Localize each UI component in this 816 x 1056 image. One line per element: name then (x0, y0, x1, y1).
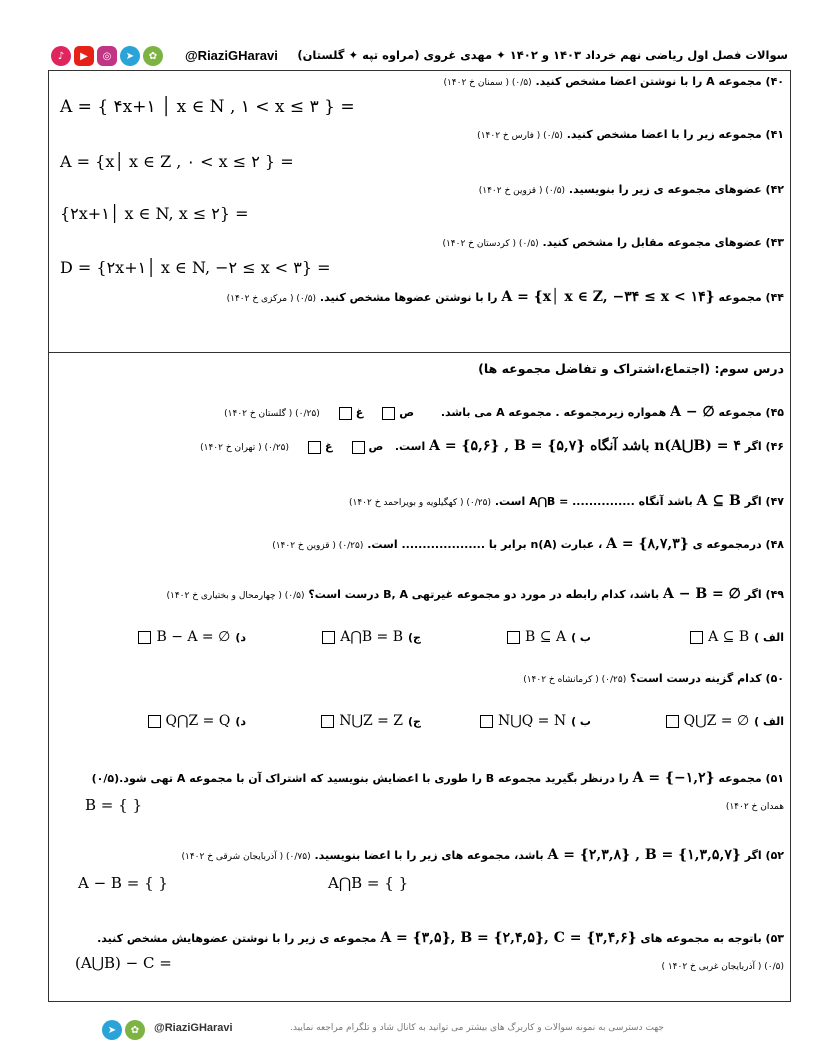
question-source: (۰/۵) ( فارس خ ۱۴۰۲) (477, 131, 563, 141)
option-d[interactable]: د) B − A = ∅ (138, 629, 246, 645)
question-source: (۰/۲۵) ( تهران خ ۱۴۰۲) (200, 443, 290, 453)
page-header (48, 44, 792, 70)
option-c[interactable]: ج) A⋂B = B (322, 629, 421, 645)
question-45: ۴۵) مجموعه A − ∅ همواره زیرمجموعه . مجموعه A می باشد. ص غ (۰/۲۵) ( گلستان خ ۱۴۰۲) (224, 404, 784, 420)
question-source: (۰/۵) ( کردستان خ ۱۴۰۲) (442, 239, 539, 249)
question-44-math: A = {x│ x ∈ Z, −۳۴ ≤ x < ۱۴} (501, 289, 715, 305)
option-d[interactable]: د) Q⋂Z = Q (148, 713, 247, 729)
answer-field[interactable]: A − B = { } (78, 874, 168, 892)
option-checkbox[interactable] (148, 715, 161, 728)
question-source: (۰/۲۵) ( کهگیلویه و بویراحمد خ ۱۴۰۲) (349, 498, 491, 508)
question-source: (۰/۷۵) ( آذربایجان شرقی خ ۱۴۰۲) (181, 852, 311, 862)
page-title: سوالات فصل اول ریاضی نهم خرداد ۱۴۰۳ و ۱۴۰۲ ✦ مهدی غروی (مراوه تپه ✦ گلستان) (297, 48, 788, 62)
option-b[interactable]: ب ) B ⊆ A (507, 629, 591, 645)
option-a[interactable]: الف ) A ⊆ B (690, 629, 784, 645)
channel-handle: @RiaziGHaravi (185, 48, 278, 63)
option-checkbox[interactable] (480, 715, 493, 728)
youtube-icon[interactable]: ▶ (74, 46, 94, 66)
question-42-math: {۲x+۱│ x ∈ N, x ≤ ۲} = (60, 204, 249, 223)
eitaa-icon[interactable]: ✿ (125, 1020, 145, 1040)
question-source: (۰/۵) ( قزوین خ ۱۴۰۲) (478, 186, 566, 196)
section-divider (48, 352, 791, 353)
telegram-icon[interactable]: ➤ (102, 1020, 122, 1040)
question-47: ۴۷) اگر A ⊆ B باشد آنگاه ............... = A⋂B است. (۰/۲۵) ( کهگیلویه و بویراحمد خ ۱۴۰۲) (349, 493, 784, 509)
question-52: ۵۲) اگر A = {۲,۳,۸} , B = {۱,۳,۵,۷} باشد، مجموعه های زیر را با اعضا بنویسید. (۰/۷۵) ( آذربایجان شرقی خ ۱۴۰۲) (181, 847, 784, 863)
telegram-icon[interactable]: ➤ (120, 46, 140, 66)
true-checkbox[interactable] (382, 407, 395, 420)
false-checkbox[interactable] (308, 441, 321, 454)
answer-field[interactable]: B = { } (85, 796, 142, 814)
question-46: ۴۶) اگر A = {۵,۶} , B = {۵,۷} باشد آنگاه n(A⋃B) = ۴ است. ص غ (۰/۲۵) ( تهران خ ۱۴۰۲) (200, 438, 784, 454)
question-42: ۴۲) عضوهای مجموعه ی زیر را بنویسید. (۰/۵) ( قزوین خ ۱۴۰۲) (478, 183, 784, 196)
footer-handle: @RiaziGHaravi (154, 1022, 233, 1034)
option-checkbox[interactable] (322, 631, 335, 644)
false-checkbox[interactable] (339, 407, 352, 420)
option-checkbox[interactable] (690, 631, 703, 644)
eitaa-icon[interactable]: ✿ (143, 46, 163, 66)
question-source: همدان خ ۱۴۰۲) (725, 802, 784, 812)
option-checkbox[interactable] (138, 631, 151, 644)
question-source: (۰/۲۵) ( کرمانشاه خ ۱۴۰۲) (523, 675, 627, 685)
question-source: (۰/۵) ( سمنان خ ۱۴۰۲) (443, 78, 532, 88)
question-44: ۴۴) مجموعه A = {x│ x ∈ Z, −۳۴ ≤ x < ۱۴} را با نوشتن عضوها مشخص کنید. (۰/۵) ( مرکزی خ ۱۴۰۲) (226, 289, 784, 305)
question-source: (۰/۵) ( مرکزی خ ۱۴۰۲) (226, 294, 317, 304)
social-icons (51, 46, 163, 66)
tiktok-icon[interactable]: ♪ (51, 46, 71, 66)
question-48: ۴۸) درمجموعه ی A = {۸,۷,۳} ، عبارت n(A) برابر با .................... است. (۰/۲۵) ( قزوین خ ۱۴۰۲) (272, 536, 784, 552)
option-b[interactable]: ب ) N⋃Q = N (480, 713, 591, 729)
question-40-math: A = { ۴x+۱ │ x ∈ N , ۱ < x ≤ ۳ } = (60, 97, 355, 117)
question-41-math: A = {x│ x ∈ Z , ۰ < x ≤ ۲ } = (60, 152, 294, 171)
option-checkbox[interactable] (321, 715, 334, 728)
true-checkbox[interactable] (352, 441, 365, 454)
footer-note: جهت دسترسی به نمونه سوالات و کاربرگ های بیشتر می توانید به کانال شاد و تلگرام مراجعه نمایید. (290, 1023, 664, 1033)
question-51: ۵۱) مجموعه A = {−۱,۲} را درنظر بگیرید مجموعه B را طوری با اعضایش بنویسید که اشتراک آن با مجموعه A تهی شود.(۰/۵) (91, 770, 784, 786)
question-41: ۴۱) مجموعه زیر را با اعضا مشخص کنید. (۰/۵) ( فارس خ ۱۴۰۲) (477, 128, 784, 141)
section-title: درس سوم: (اجتماع،اشتراک و تفاضل مجموعه ها) (478, 361, 784, 376)
page-footer (48, 1018, 792, 1042)
question-43-math: D = {۲x+۱│ x ∈ N, −۲ ≤ x < ۳} = (60, 258, 331, 277)
answer-field[interactable]: A⋂B = { } (328, 874, 409, 892)
question-source: (۰/۲۵) ( گلستان خ ۱۴۰۲) (224, 409, 320, 419)
question-source: (۰/۲۵) ( قزوین خ ۱۴۰۲) (272, 541, 364, 551)
question-49: ۴۹) اگر A − B = ∅ باشد، کدام رابطه در مورد دو مجموعه غیرتهی B, A درست است؟ (۰/۵) ( چهارمحال و بختیاری خ ۱۴۰۲) (166, 586, 784, 602)
question-source: (۰/۵) ( آذربایجان غربی خ ۱۴۰۲ ) (661, 962, 784, 972)
option-a[interactable]: الف ) Q⋃Z = ∅ (666, 713, 784, 729)
answer-field[interactable]: (A⋃B) − C = (75, 954, 172, 972)
option-c[interactable]: ج) N⋃Z = Z (321, 713, 421, 729)
question-50: ۵۰) کدام گزینه درست است؟ (۰/۲۵) ( کرمانشاه خ ۱۴۰۲) (523, 672, 784, 685)
option-checkbox[interactable] (666, 715, 679, 728)
instagram-icon[interactable]: ◎ (97, 46, 117, 66)
question-source: (۰/۵) ( چهارمحال و بختیاری خ ۱۴۰۲) (166, 591, 305, 601)
option-checkbox[interactable] (507, 631, 520, 644)
question-40: ۴۰) مجموعه A را با نوشتن اعضا مشخص کنید. (۰/۵) ( سمنان خ ۱۴۰۲) (443, 75, 784, 88)
question-43: ۴۳) عضوهای مجموعه مقابل را مشخص کنید. (۰/۵) ( کردستان خ ۱۴۰۲) (442, 236, 784, 249)
question-53: ۵۳) باتوجه به مجموعه های A = {۳,۵}, B = {۲,۴,۵}, C = {۳,۴,۶} مجموعه ی زیر را با نوشتن عضوهایش مشخص کنید. (97, 930, 784, 946)
footer-icons (102, 1020, 145, 1040)
